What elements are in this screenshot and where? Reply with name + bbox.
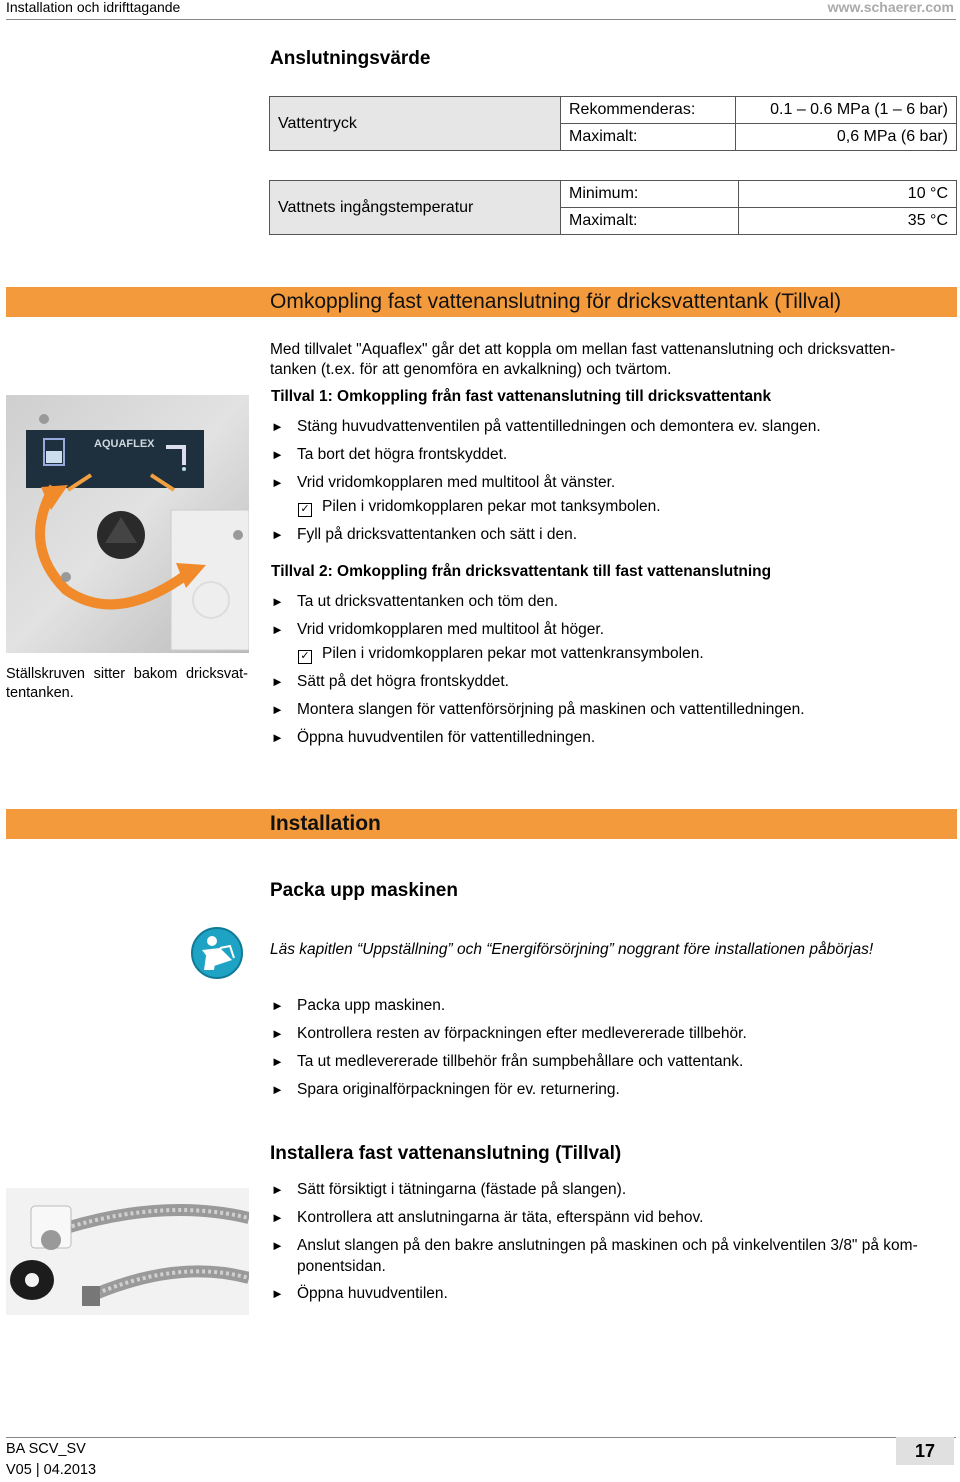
installation-heading: Installation (270, 812, 381, 835)
max-pressure-value: 0,6 MPa (6 bar) (736, 124, 957, 151)
recommended-label: Rekommenderas: (561, 97, 736, 124)
switchover-heading: Omkoppling fast vattenanslutning för dricksvattentank (Tillval) (270, 290, 842, 313)
water-temperature-label: Vattnets ingångstemperatur (270, 181, 561, 235)
page-number: 17 (896, 1437, 954, 1465)
footer-divider (6, 1437, 956, 1438)
switchover-section-band (6, 287, 957, 317)
option2-step-1: ► Ta ut dricksvattentanken och töm den. (271, 593, 559, 610)
min-temp-value: 10 °C (739, 181, 957, 208)
max-pressure-label: Maximalt: (561, 124, 736, 151)
option1-result: ✓ Pilen i vridomkopplaren pekar mot tanksymbolen. (298, 498, 661, 516)
fixed-step-3: ► Anslut slangen på den bakre anslutningen på maskinen och på vinkelventilen 3/8" på kom- (271, 1237, 918, 1254)
unpack-step-2: ► Kontrollera resten av förpackningen efter medlevererade tillbehör. (271, 1025, 747, 1042)
option1-step-4: ► Fyll på dricksvattentanken och sätt i den. (271, 526, 578, 543)
aquaflex-photo (6, 395, 249, 653)
unpack-step-3: ► Ta ut medlevererade tillbehör från sumpbehållare och vattentank. (271, 1053, 744, 1070)
read-chapters-note: Läs kapitlen “Uppställning” och “Energiförsörjning” noggrant före installationen påbörjas! (270, 941, 874, 958)
min-temp-label: Minimum: (561, 181, 739, 208)
max-temp-label: Maximalt: (561, 208, 739, 235)
recommended-value: 0.1 – 0.6 MPa (1 – 6 bar) (736, 97, 957, 124)
option2-heading: Tillval 2: Omkoppling från dricksvattentank till fast vattenanslutning (271, 563, 772, 580)
option1-step-2: ► Ta bort det högra frontskyddet. (271, 446, 508, 463)
aquaflex-label: AQUAFLEX (94, 438, 155, 450)
hose-photo (6, 1188, 249, 1315)
unpack-step-4: ► Spara originalförpackningen för ev. returnering. (271, 1081, 620, 1098)
read-manual-icon (190, 926, 244, 980)
fixed-step-1: ► Sätt försiktigt i tätningarna (fästade på slangen). (271, 1181, 627, 1198)
photo-caption: Ställskruven sitter bakom dricksvat-tentanken. (6, 666, 248, 701)
fixed-step-3-cont: ponentsidan. (297, 1258, 386, 1275)
water-temperature-table (269, 180, 957, 235)
connection-values-heading: Anslutningsvärde (270, 48, 431, 69)
fixed-step-4: ► Öppna huvudventilen. (271, 1285, 448, 1302)
option2-step-3: ► Sätt på det högra frontskyddet. (271, 673, 509, 690)
check-icon: ✓ (298, 650, 312, 664)
option2-step-5: ► Öppna huvudventilen för vattentilledningen. (271, 729, 596, 746)
option1-step-3: ► Vrid vridomkopplaren med multitool åt vänster. (271, 474, 616, 491)
option1-step-1: ► Stäng huvudvattenventilen på vattentilledningen och demontera ev. slangen. (271, 418, 821, 435)
header-divider (6, 19, 956, 20)
switchover-intro (270, 340, 958, 380)
header-website[interactable]: www.schaerer.com (827, 0, 954, 15)
check-icon: ✓ (298, 503, 312, 517)
water-pressure-label: Vattentryck (270, 97, 561, 151)
footer-version: V05 | 04.2013 (6, 1462, 97, 1478)
unpack-step-1: ► Packa upp maskinen. (271, 997, 446, 1014)
option2-step-4: ► Montera slangen för vattenförsörjning på maskinen och vattentilledningen. (271, 701, 805, 718)
footer-doc-id: BA SCV_SV (6, 1441, 86, 1457)
fixed-step-2: ► Kontrollera att anslutningarna är täta, efterspänn vid behov. (271, 1209, 704, 1226)
installation-section-band (6, 809, 957, 839)
max-temp-value: 35 °C (739, 208, 957, 235)
intro-line-2: tanken (t.ex. för att genomföra en avkalkning) och tvärtom. (270, 361, 672, 378)
intro-line-1: Med tillvalet "Aquaflex" går det att koppla om mellan fast vattenanslutning och dricksvatten- (270, 341, 896, 358)
unpack-heading: Packa upp maskinen (270, 880, 458, 901)
option1-heading: Tillval 1: Omkoppling från fast vattenanslutning till dricksvattentank (271, 388, 772, 405)
option2-result: ✓ Pilen i vridomkopplaren pekar mot vattenkransymbolen. (298, 645, 704, 663)
water-pressure-table (269, 96, 957, 151)
option2-step-2: ► Vrid vridomkopplaren med multitool åt höger. (271, 621, 604, 638)
header-section-title: Installation och idrifttagande (6, 0, 181, 15)
fixed-connection-heading: Installera fast vattenanslutning (Tillval) (270, 1143, 622, 1164)
